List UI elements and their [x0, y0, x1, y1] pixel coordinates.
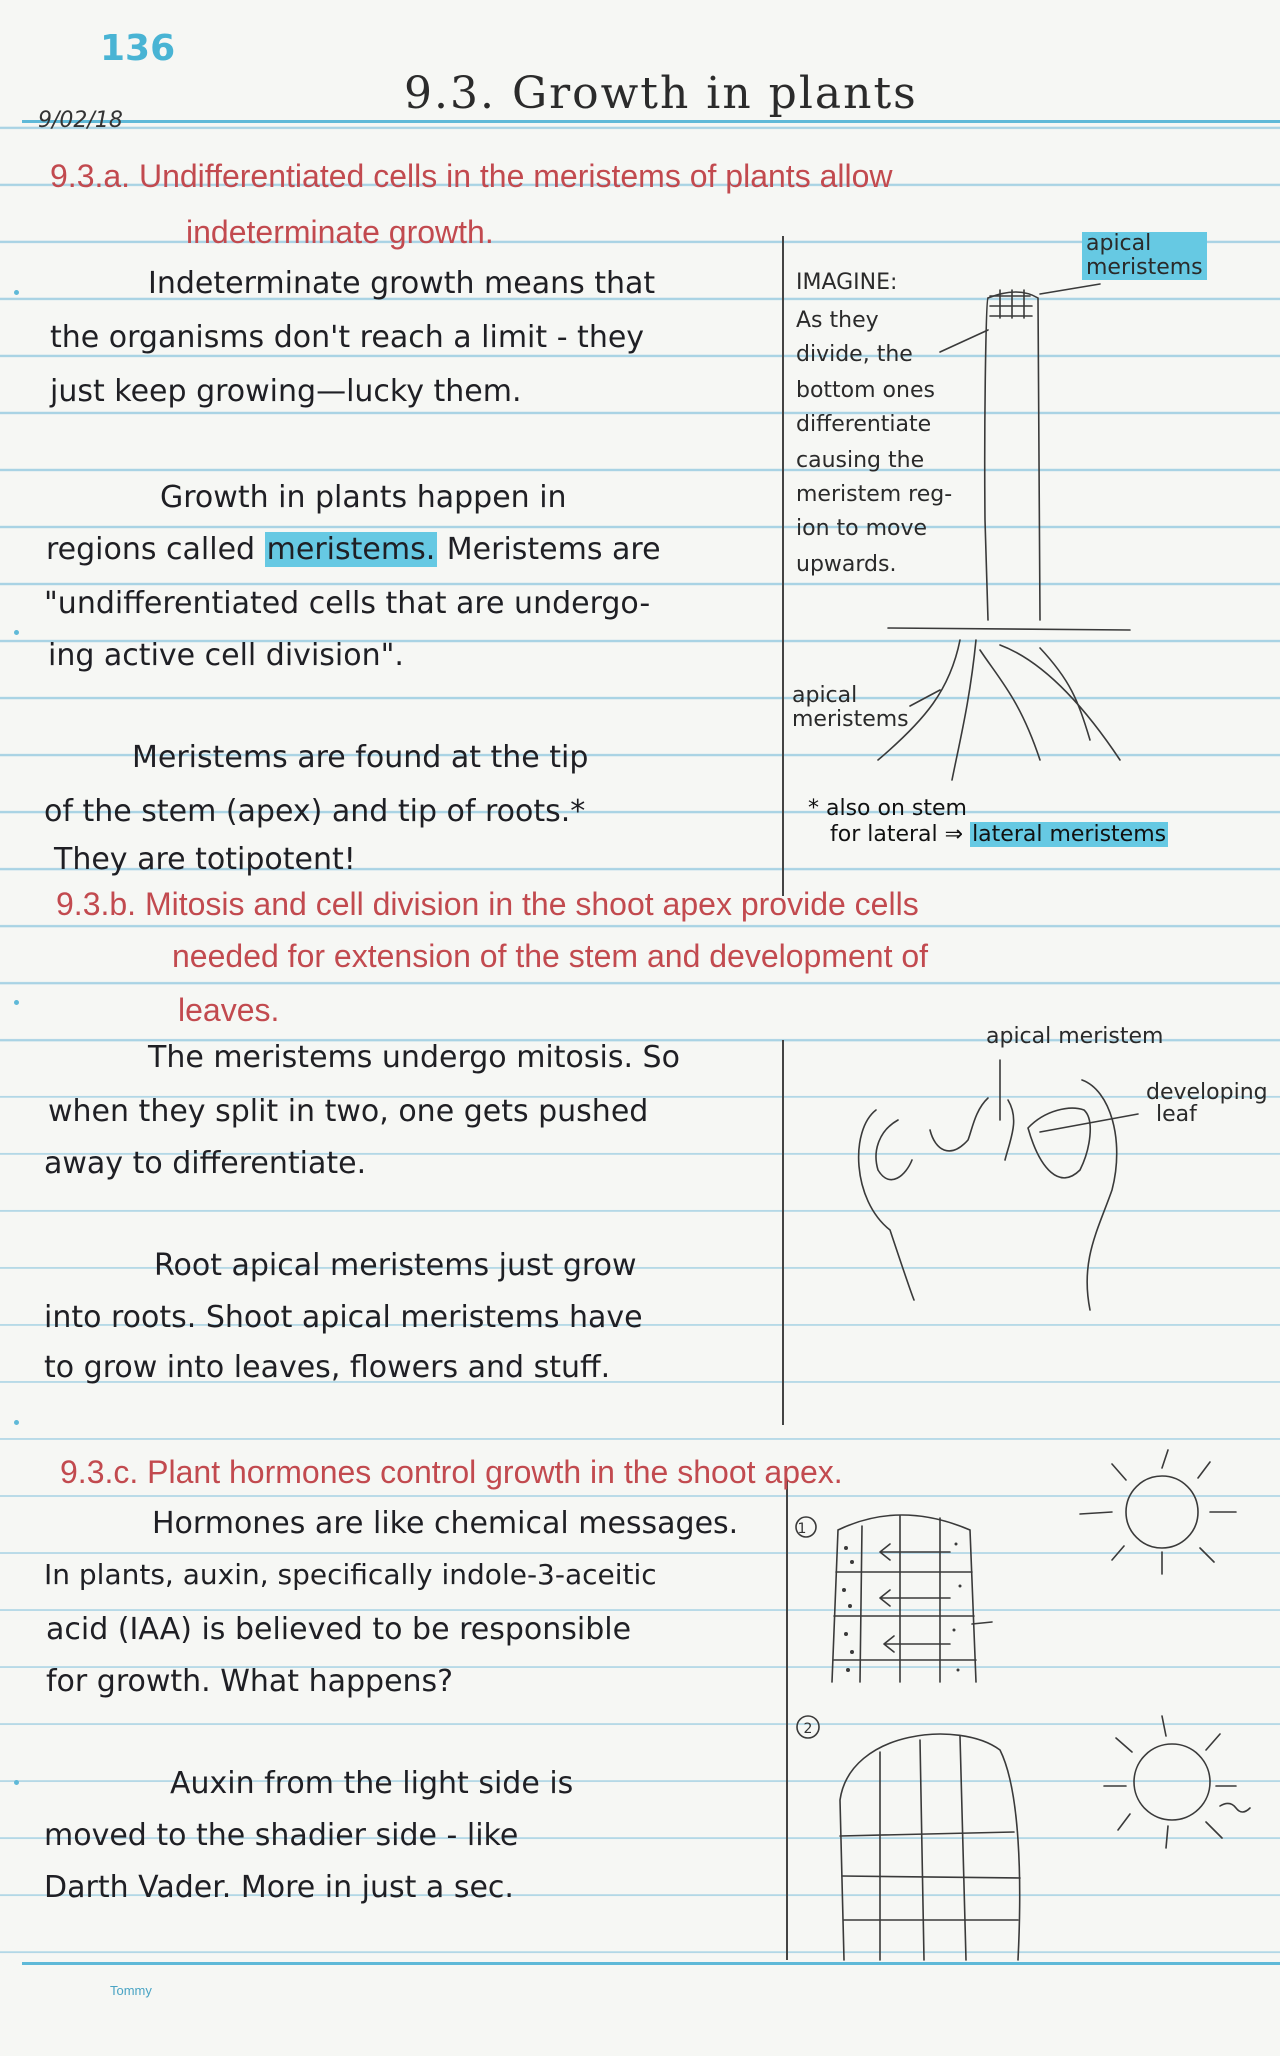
paragraph-line: Growth in plants happen in [160, 480, 567, 515]
paragraph-line: just keep growing—lucky them. [50, 374, 522, 409]
section-heading-9-3-b: 9.3.b. Mitosis and cell division in the shoot apex provide cells [56, 886, 919, 922]
side-note-line: divide, the [796, 342, 913, 367]
section-heading-9-3-c: 9.3.c. Plant hormones control growth in the shoot apex. [60, 1454, 843, 1490]
entry-date: 9/02/18 [38, 108, 123, 133]
label-line: meristems [792, 707, 909, 732]
side-note-line: upwards. [796, 552, 897, 577]
paragraph-line: for growth. What happens? [46, 1664, 454, 1699]
paragraph-line: when they split in two, one gets pushed [48, 1094, 649, 1129]
shoot-apex-sketch [859, 1060, 1138, 1310]
paragraph-line: to grow into leaves, flowers and stuff. [44, 1350, 611, 1385]
paragraph-line: "undifferentiated cells that are undergo- [44, 586, 651, 621]
paragraph-line: ing active cell division". [48, 638, 404, 673]
cell-diagram-1 [796, 1515, 992, 1682]
paragraph-line: They are totipotent! [54, 842, 356, 877]
text-run: for lateral ⇒ [830, 822, 971, 847]
label-line: leaf [1156, 1102, 1197, 1127]
paragraph-line: Root apical meristems just grow [154, 1248, 637, 1283]
paragraph-line: away to differentiate. [44, 1146, 367, 1181]
side-note-heading: IMAGINE: [796, 270, 898, 295]
highlighted-term: lateral meristems [972, 822, 1167, 847]
page-number: 136 [100, 28, 176, 69]
paragraph-line: Indeterminate growth means that [148, 266, 656, 301]
text-run: Meristems are [437, 532, 661, 567]
paragraph-line: Hormones are like chemical messages. [152, 1506, 739, 1541]
side-note-line: differentiate [796, 412, 932, 437]
label-apical-meristem: apical meristem [986, 1024, 1164, 1049]
paragraph-line: Meristems are found at the tip [132, 740, 589, 775]
paragraph-line: into roots. Shoot apical meristems have [44, 1300, 643, 1335]
footer-brand: Tommy [110, 1983, 152, 1998]
paragraph-line: Auxin from the light side is [170, 1766, 574, 1801]
sun-icon [1104, 1716, 1250, 1848]
paragraph-line: of the stem (apex) and tip of roots.* [44, 794, 586, 829]
paragraph-line: The meristems undergo mitosis. So [148, 1040, 680, 1075]
paragraph-line: In plants, auxin, specifically indole-3-aceitic [44, 1558, 657, 1591]
paragraph-line: acid (IAA) is believed to be responsible [46, 1612, 632, 1647]
text-run: regions called [46, 532, 265, 567]
section-heading-9-3-b-cont: needed for extension of the stem and development of [172, 938, 929, 974]
shoot-growth-sketch [878, 284, 1130, 780]
sun-icon [1080, 1450, 1236, 1574]
page-title: 9.3. Growth in plants [404, 68, 918, 119]
side-note-line: meristem reg- [796, 482, 953, 507]
section-heading-9-3-b-cont: leaves. [178, 992, 280, 1028]
footnote-line: * also on stem [808, 796, 967, 821]
section-heading-9-3-a-cont: indeterminate growth. [186, 214, 494, 250]
side-note-line: bottom ones [796, 378, 935, 403]
label-line: developing [1146, 1080, 1268, 1105]
paragraph-line: the organisms don't reach a limit - they [50, 320, 645, 355]
side-note-line: causing the [796, 448, 925, 473]
cell-diagram-2 [797, 1716, 1020, 1960]
paragraph-line: Darth Vader. More in just a sec. [44, 1870, 514, 1905]
label-line: meristems [1086, 255, 1203, 280]
section-heading-9-3-a: 9.3.a. Undifferentiated cells in the meristems of plants allow [50, 158, 893, 194]
step-number-1: 1 [797, 1521, 807, 1537]
side-note-line: ion to move [796, 516, 928, 541]
label-line: apical [1086, 231, 1152, 256]
highlighted-term: meristems. [266, 532, 436, 567]
step-number-2: 2 [803, 1721, 813, 1737]
side-note-line: As they [796, 308, 879, 333]
paragraph-line: moved to the shadier side - like [44, 1818, 519, 1853]
label-line: apical [792, 683, 858, 708]
